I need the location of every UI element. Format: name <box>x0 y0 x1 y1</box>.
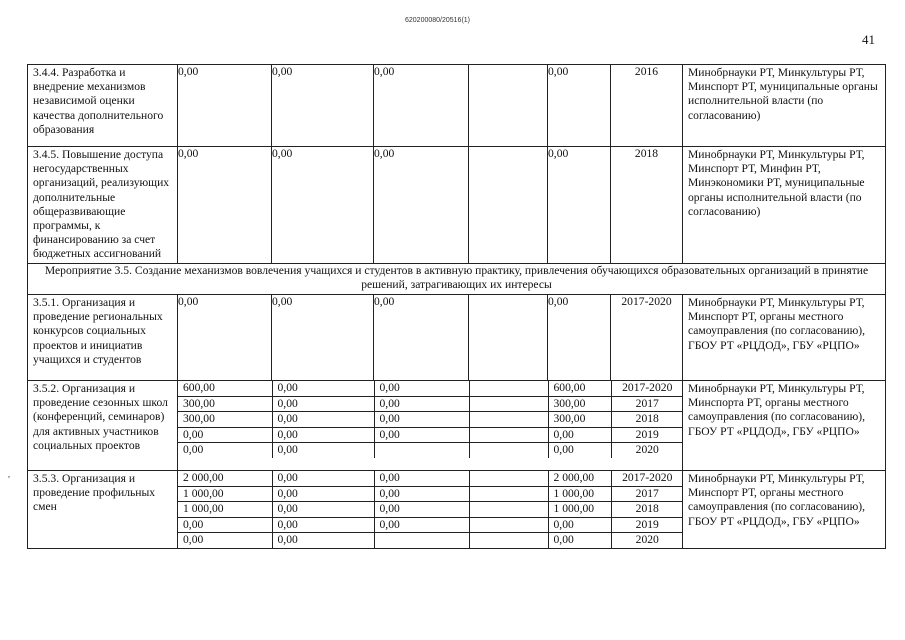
activity-name: 3.5.3. Организация и проведение профильных смен <box>28 471 178 549</box>
cell-value <box>469 533 548 548</box>
executors: Минобрнауки РТ, Минкультуры РТ, Минспорт РТ, органы местного самоуправления (по согласованию), ГБОУ РТ «РЦДОД», ГБУ «РЦПО» <box>683 295 886 381</box>
cell-year: 2016 <box>611 65 683 147</box>
cell-value: 600,00 <box>178 381 272 396</box>
cell-value <box>469 147 548 264</box>
cell-value <box>469 396 548 412</box>
cell-value: 0,00 <box>548 443 611 458</box>
cell-year: 2018 <box>611 412 683 428</box>
cell-year: 2018 <box>611 502 683 518</box>
cell-value: 0,00 <box>374 412 469 428</box>
cell-value: 0,00 <box>272 517 374 533</box>
cell-value <box>469 486 548 502</box>
cell-value <box>469 502 548 518</box>
cell-value: 0,00 <box>178 295 272 381</box>
cell-year: 2019 <box>611 517 683 533</box>
yearly-breakdown <box>178 381 683 458</box>
cell-value: 0,00 <box>178 147 272 264</box>
cell-value: 0,00 <box>374 471 469 486</box>
table-row <box>28 147 886 264</box>
table-row <box>28 381 886 471</box>
cell-value <box>469 295 548 381</box>
cell-value <box>469 427 548 443</box>
cell-value: 0,00 <box>272 443 374 458</box>
cell-value: 0,00 <box>178 443 272 458</box>
section-title: Мероприятие 3.5. Создание механизмов вовлечения учащихся и студентов в активную практику, привлечения обучающихся образовательных организаций в принятие решений, затрагивающих их интересы <box>28 264 886 295</box>
cell-value: 0,00 <box>548 427 611 443</box>
cell-value: 0,00 <box>178 427 272 443</box>
cell-value: 0,00 <box>272 295 374 381</box>
cell-value: 0,00 <box>548 65 611 147</box>
activity-name: 3.5.1. Организация и проведение региональных конкурсов социальных проектов и инициатив учащихся и студентов <box>28 295 178 381</box>
cell-value <box>469 65 548 147</box>
cell-value: 0,00 <box>272 533 374 548</box>
cell-value <box>469 381 548 396</box>
cell-value: 0,00 <box>374 502 469 518</box>
cell-value: 0,00 <box>272 427 374 443</box>
yearly-breakdown <box>178 471 683 548</box>
table-row <box>28 65 886 147</box>
cell-value <box>469 471 548 486</box>
cell-value: 0,00 <box>178 517 272 533</box>
cell-value: 0,00 <box>374 396 469 412</box>
cell-value: 0,00 <box>272 471 374 486</box>
cell-value: 0,00 <box>272 381 374 396</box>
cell-value: 0,00 <box>374 517 469 533</box>
cell-year: 2017 <box>611 486 683 502</box>
executors: Минобрнауки РТ, Минкультуры РТ, Минспорт РТ, муниципальные органы исполнительной власти (по согласованию) <box>683 65 886 147</box>
cell-value: 0,00 <box>272 396 374 412</box>
cell-value: 0,00 <box>374 295 469 381</box>
cell-value: 1 000,00 <box>178 502 272 518</box>
cell-year: 2017-2020 <box>611 295 683 381</box>
executors: Минобрнауки РТ, Минкультуры РТ, Минспорт РТ, Минфин РТ, Минэкономики РТ, муниципальные органы исполнительной власти (по согласованию) <box>683 147 886 264</box>
cell-value: 0,00 <box>374 65 469 147</box>
cell-year: 2017-2020 <box>611 471 683 486</box>
cell-value: 300,00 <box>178 396 272 412</box>
cell-value <box>469 412 548 428</box>
cell-value: 300,00 <box>548 396 611 412</box>
cell-value: 600,00 <box>548 381 611 396</box>
cell-value: 0,00 <box>272 147 374 264</box>
activity-name: 3.4.4. Разработка и внедрение механизмов независимой оценки качества дополнительного образования <box>28 65 178 147</box>
cell-value: 0,00 <box>178 65 272 147</box>
table-row <box>28 471 886 549</box>
cell-value <box>469 517 548 533</box>
cell-value: 0,00 <box>374 381 469 396</box>
activity-name: 3.5.2. Организация и проведение сезонных школ (конференций, семинаров) для активных участников социальных проектов <box>28 381 178 471</box>
section-row <box>28 264 886 295</box>
cell-value: 2 000,00 <box>178 471 272 486</box>
cell-value: 300,00 <box>178 412 272 428</box>
cell-value: 0,00 <box>548 147 611 264</box>
cell-value: 1 000,00 <box>548 502 611 518</box>
cell-value: 0,00 <box>374 486 469 502</box>
cell-value: 2 000,00 <box>548 471 611 486</box>
cell-year: 2019 <box>611 427 683 443</box>
document-id: 620200080/20516(1) <box>405 17 471 24</box>
cell-value <box>374 533 469 548</box>
cell-value: 0,00 <box>272 486 374 502</box>
cell-value: 0,00 <box>178 533 272 548</box>
cell-value: 0,00 <box>272 65 374 147</box>
cell-value: 0,00 <box>548 533 611 548</box>
program-table <box>27 64 886 549</box>
cell-value: 1 000,00 <box>178 486 272 502</box>
page-number: 41 <box>862 32 875 47</box>
stray-mark: , <box>8 470 10 479</box>
table-row <box>28 295 886 381</box>
cell-value <box>374 443 469 458</box>
cell-year: 2018 <box>611 147 683 264</box>
cell-year: 2020 <box>635 533 659 547</box>
cell-value: 0,00 <box>374 147 469 264</box>
cell-value: 0,00 <box>272 502 374 518</box>
cell-value: 1 000,00 <box>548 486 611 502</box>
cell-value: 300,00 <box>548 412 611 428</box>
executors: Минобрнауки РТ, Минкультуры РТ, Минспорта РТ, органы местного самоуправления (по согласованию), ГБОУ РТ «РЦДОД», ГБУ «РЦПО» <box>683 381 886 471</box>
cell-year: 2017-2020 <box>611 381 683 396</box>
cell-year: 2017 <box>611 396 683 412</box>
cell-value: 0,00 <box>272 412 374 428</box>
cell-value: 0,00 <box>548 295 611 381</box>
activity-name: 3.4.5. Повышение доступа негосударственных организаций, реализующих дополнительные общеразвивающие программы, к финансированию за счет бюджетных ассигнований <box>28 147 178 264</box>
cell-value: 0,00 <box>374 427 469 443</box>
cell-year: 2020 <box>635 443 659 457</box>
executors: Минобрнауки РТ, Минкультуры РТ, Минспорт РТ, органы местного самоуправления (по согласованию), ГБОУ РТ «РЦДОД», ГБУ «РЦПО» <box>683 471 886 549</box>
cell-value <box>469 443 548 458</box>
cell-value: 0,00 <box>548 517 611 533</box>
